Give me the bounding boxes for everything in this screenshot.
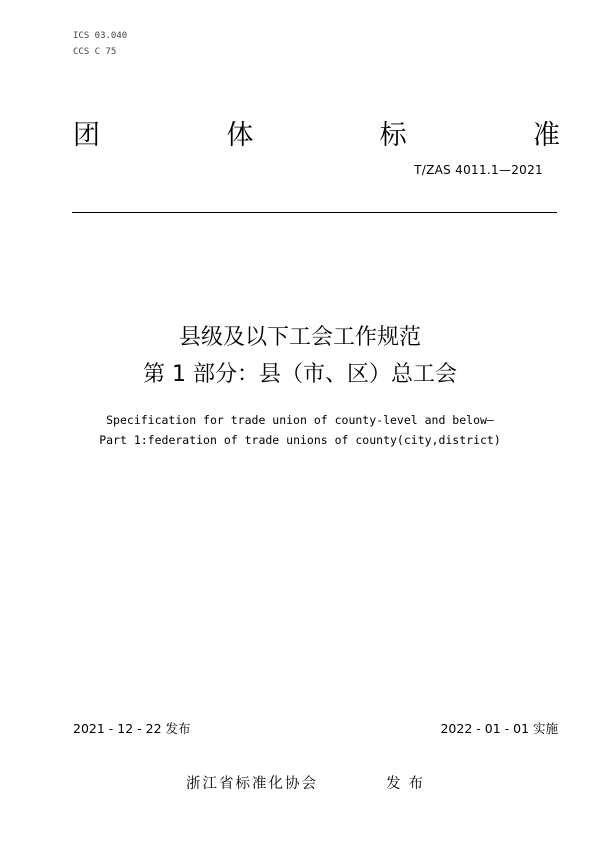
title-en-line2: Part 1:federation of trade unions of county(city,district) [99, 433, 501, 447]
ics-code: ICS 03.040 [73, 31, 128, 41]
document-type-heading [73, 112, 560, 152]
doc-type-char: 标 [379, 119, 407, 151]
standard-number: T/ZAS 4011.1—2021 [414, 163, 543, 177]
doc-type-char: 体 [226, 119, 254, 151]
issue-date: 2021 - 12 - 22 发布 [73, 721, 191, 736]
publish-label: 发布 [386, 776, 431, 792]
publisher-name: 浙江省标准化协会 [186, 776, 318, 792]
title-zh-line2: 第 1 部分：县（市、区）总工会 [143, 362, 457, 387]
doc-type-char: 团 [73, 119, 100, 151]
ccs-code: CCS C 75 [73, 47, 117, 57]
title-en-line1: Specification for trade union of county-level and below— [106, 413, 494, 427]
horizontal-rule [72, 212, 557, 213]
classification-codes [73, 28, 127, 60]
implementation-date: 2022 - 01 - 01 实施 [440, 721, 558, 736]
doc-type-char: 准 [532, 119, 560, 151]
title-zh-line1: 县级及以下工会工作规范 [178, 325, 421, 350]
